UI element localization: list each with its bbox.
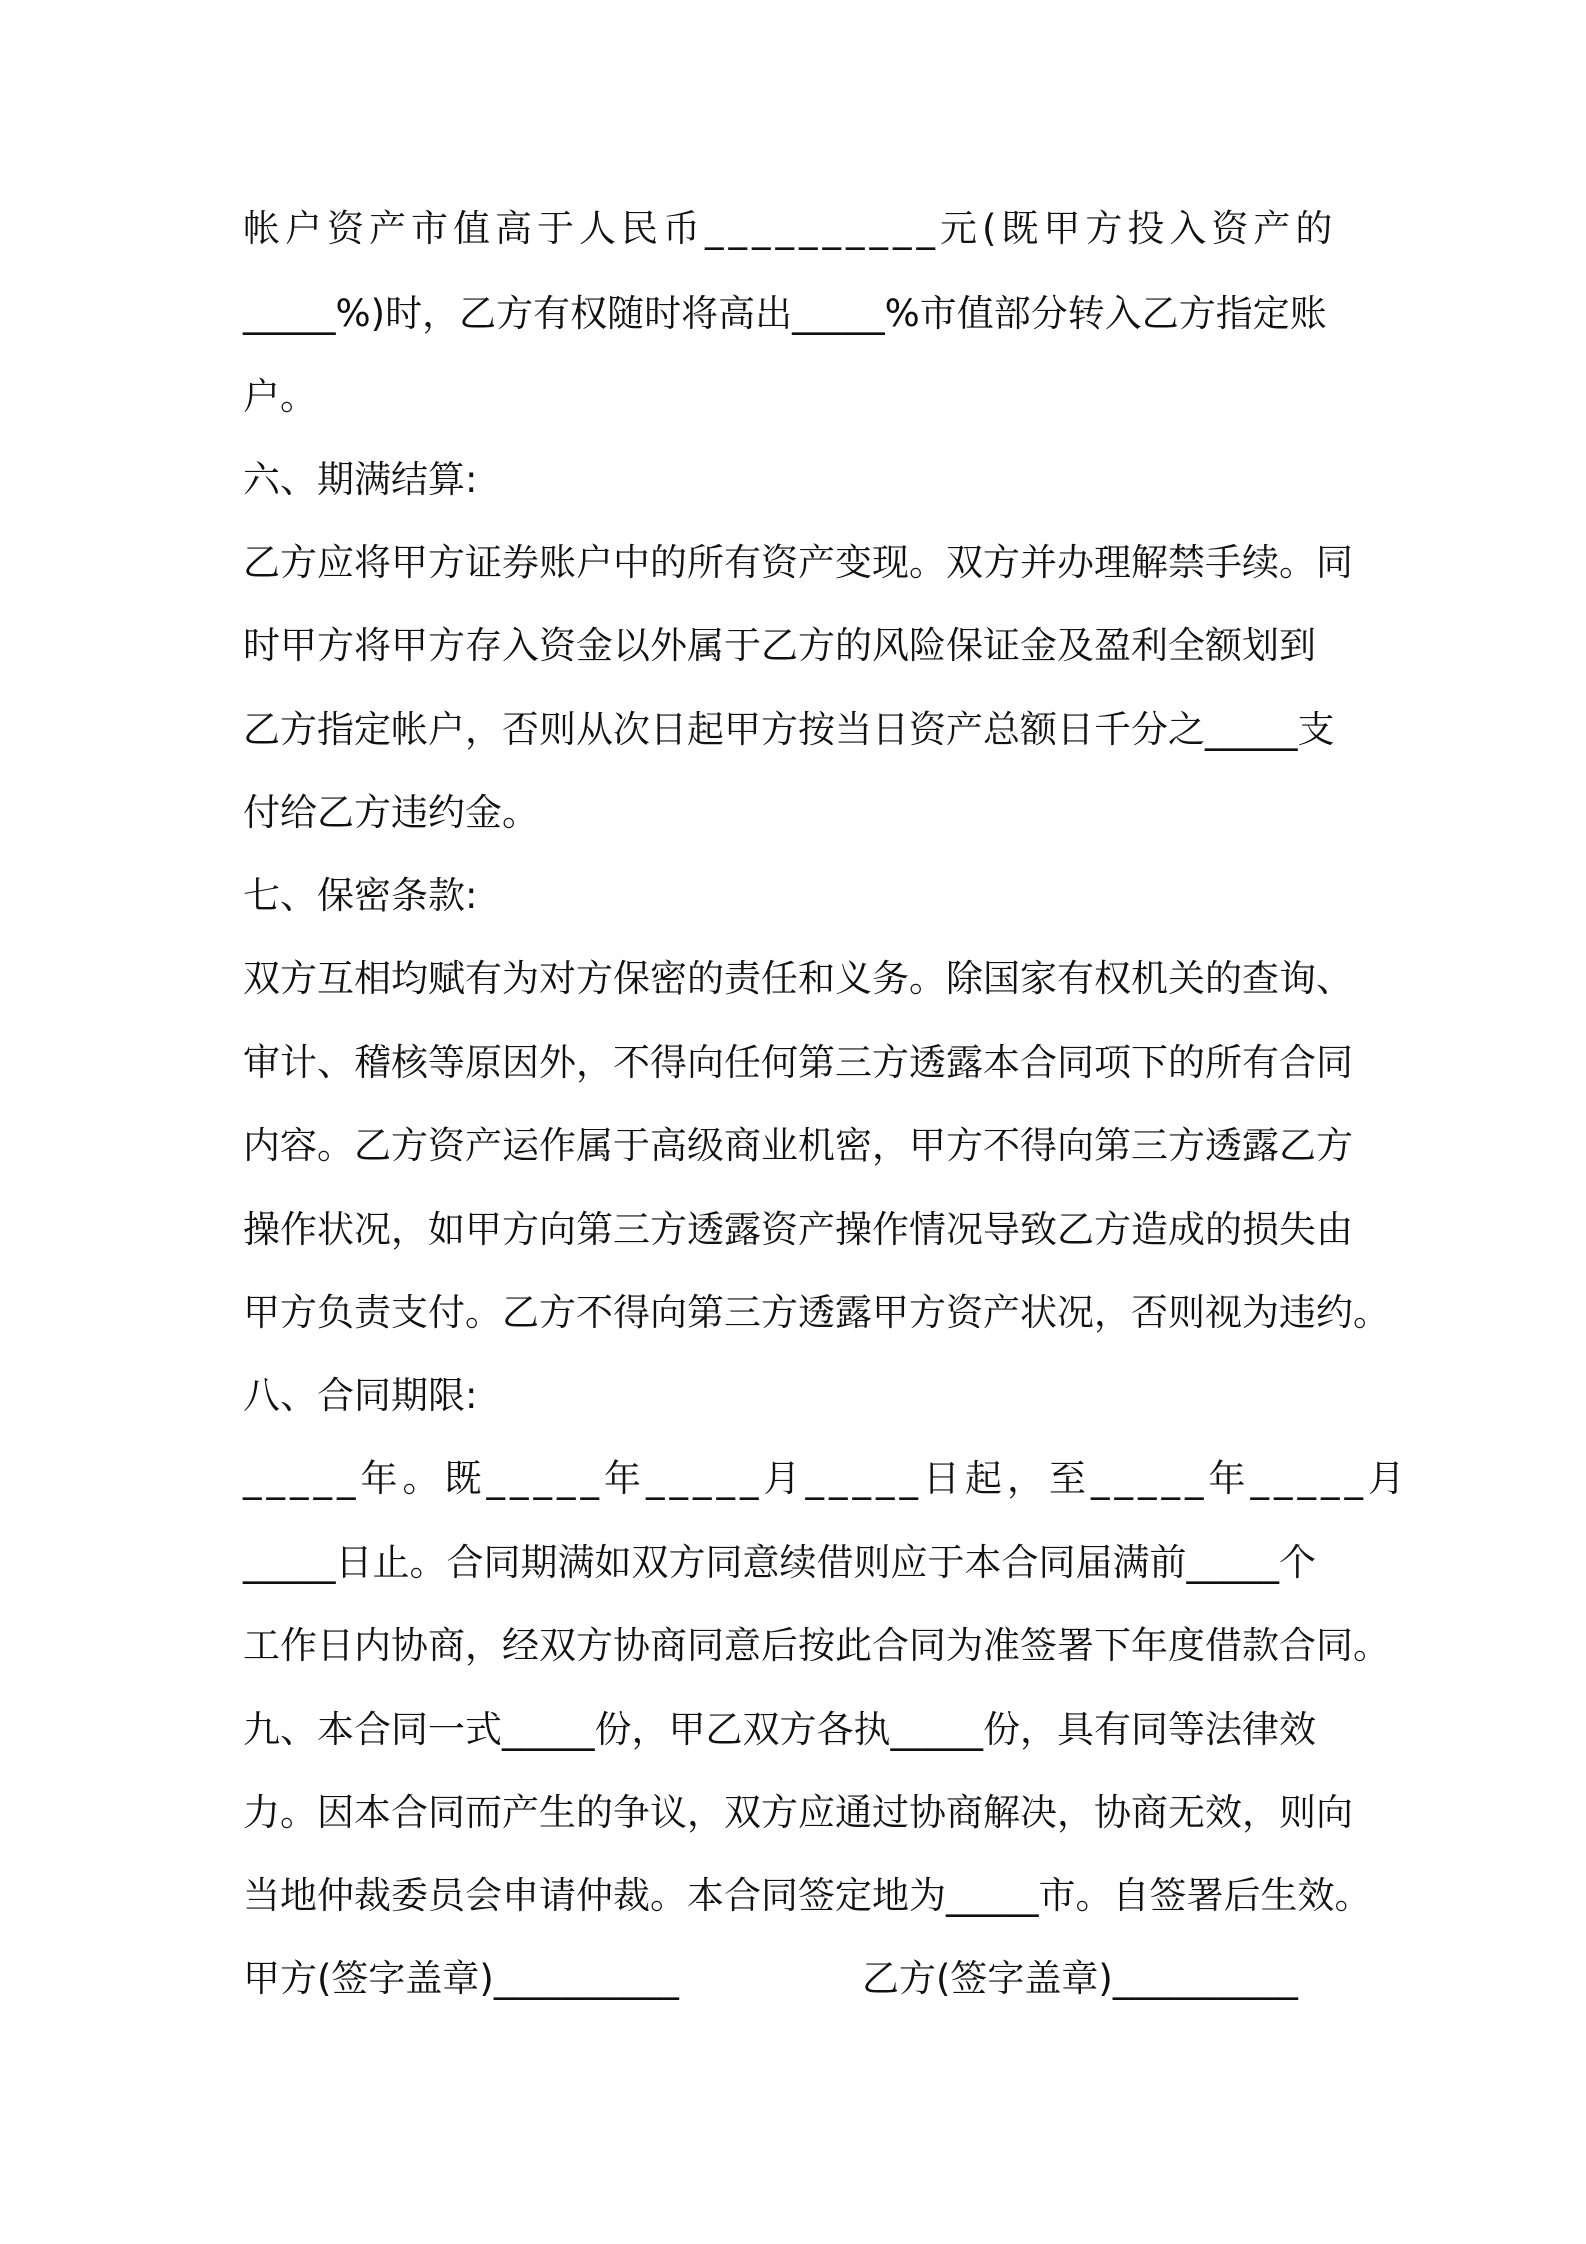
paragraph-line: 操作状况，如甲方向第三方透露资产操作情况导致乙方造成的损失由 [243, 1208, 1353, 1251]
signature-party-b: 乙方(签字盖章)__________ [862, 1957, 1298, 2000]
paragraph-line: 时甲方将甲方存入资金以外属于乙方的风险保证金及盈利全额划到 [243, 624, 1316, 667]
paragraph-line: _____日止。合同期满如双方同意续借则应于本合同届满前_____个 [243, 1541, 1316, 1584]
signature-party-a: 甲方(签字盖章)__________ [243, 1957, 679, 2000]
section-heading: 六、期满结算: [243, 458, 478, 501]
paragraph-line: 双方互相均赋有为对方保密的责任和义务。除国家有权机关的查询、 [243, 957, 1353, 1000]
paragraph-line: 乙方应将甲方证券账户中的所有资产变现。双方并办理解禁手续。同 [243, 541, 1353, 584]
paragraph-line: 付给乙方违约金。 [243, 791, 539, 834]
paragraph-line: 内容。乙方资产运作属于高级商业机密，甲方不得向第三方透露乙方 [243, 1124, 1353, 1167]
paragraph-line: 甲方负责支付。乙方不得向第三方透露甲方资产状况，否则视为违约。 [243, 1291, 1390, 1334]
paragraph-line: _____年。既_____年_____月_____日起，至_____年_____月 [243, 1457, 1410, 1500]
paragraph-line: 力。因本合同而产生的争议，双方应通过协商解决，协商无效，则向 [243, 1791, 1353, 1834]
paragraph-line: 九、本合同一式_____份，甲乙双方各执_____份，具有同等法律效 [243, 1708, 1316, 1751]
paragraph-line: 户。 [243, 375, 317, 418]
paragraph-line: 审计、稽核等原因外，不得向任何第三方透露本合同项下的所有合同 [243, 1041, 1353, 1084]
section-heading: 七、保密条款: [243, 874, 478, 917]
paragraph-line: 帐户资产市值高于人民币__________元(既甲方投入资产的 [243, 207, 1338, 250]
paragraph-line: 当地仲裁委员会申请仲裁。本合同签定地为_____市。自签署后生效。 [243, 1874, 1372, 1917]
paragraph-line: _____%)时，乙方有权随时将高出_____%市值部分转入乙方指定账 [243, 292, 1327, 335]
paragraph-line: 乙方指定帐户，否则从次日起甲方按当日资产总额日千分之_____支 [243, 708, 1335, 751]
section-heading: 八、合同期限: [243, 1374, 478, 1417]
paragraph-line: 工作日内协商，经双方协商同意后按此合同为准签署下年度借款合同。 [243, 1624, 1390, 1667]
